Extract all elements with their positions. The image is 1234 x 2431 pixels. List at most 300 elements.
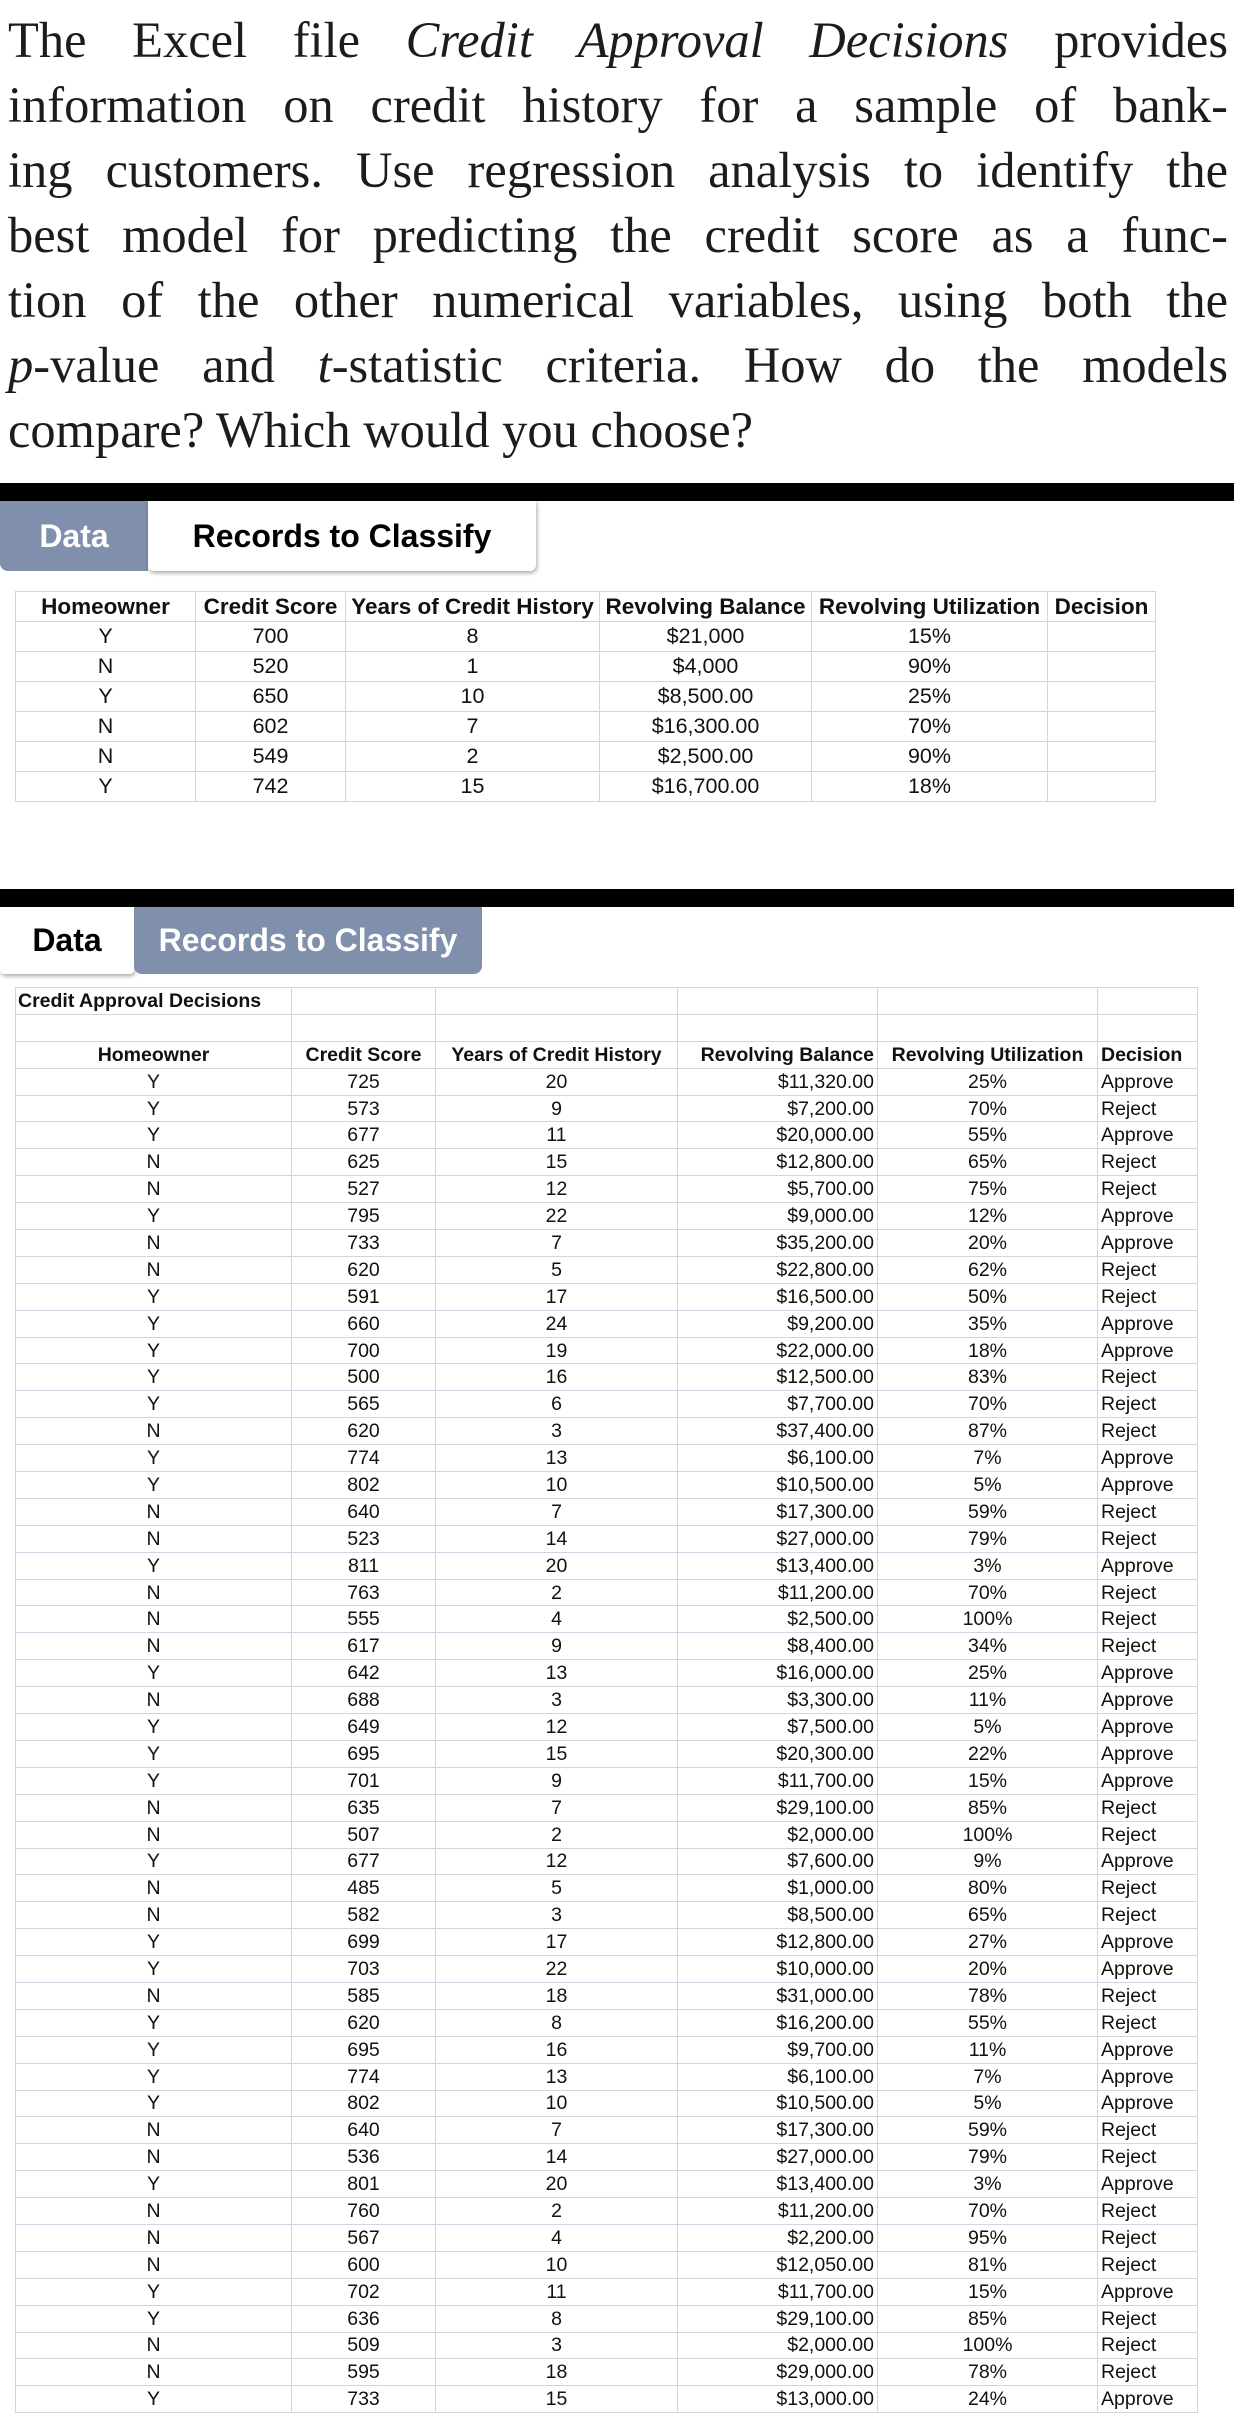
- table-cell[interactable]: Reject: [1098, 1821, 1198, 1848]
- table-cell[interactable]: Y: [16, 1740, 292, 1767]
- table-cell[interactable]: 78%: [878, 2359, 1098, 2386]
- table-cell[interactable]: $17,300.00: [678, 1498, 878, 1525]
- table-cell[interactable]: 625: [292, 1149, 436, 1176]
- table-cell[interactable]: 65%: [878, 1149, 1098, 1176]
- table-cell[interactable]: $12,050.00: [678, 2251, 878, 2278]
- table-cell[interactable]: 536: [292, 2144, 436, 2171]
- table-cell[interactable]: $7,200.00: [678, 1095, 878, 1122]
- table-cell[interactable]: 795: [292, 1203, 436, 1230]
- table-cell[interactable]: Reject: [1098, 2305, 1198, 2332]
- table-cell[interactable]: Reject: [1098, 1606, 1198, 1633]
- table-cell[interactable]: 12: [436, 1176, 678, 1203]
- table-cell[interactable]: 649: [292, 1714, 436, 1741]
- table-cell[interactable]: Reject: [1098, 2117, 1198, 2144]
- table-cell[interactable]: 701: [292, 1767, 436, 1794]
- table-cell[interactable]: $16,700.00: [600, 772, 812, 802]
- table-cell[interactable]: N: [16, 2359, 292, 2386]
- table-cell[interactable]: 7: [436, 1230, 678, 1257]
- table-cell[interactable]: Y: [16, 1848, 292, 1875]
- table-cell[interactable]: 17: [436, 1283, 678, 1310]
- table-cell[interactable]: N: [16, 1579, 292, 1606]
- table-cell[interactable]: Y: [16, 1445, 292, 1472]
- table-cell[interactable]: 80%: [878, 1875, 1098, 1902]
- table-cell[interactable]: Reject: [1098, 1176, 1198, 1203]
- table-cell[interactable]: $29,000.00: [678, 2359, 878, 2386]
- table-cell[interactable]: 7%: [878, 1445, 1098, 1472]
- table-cell[interactable]: 13: [436, 1445, 678, 1472]
- table-cell[interactable]: 555: [292, 1606, 436, 1633]
- table-cell[interactable]: 3: [436, 2332, 678, 2359]
- table-cell[interactable]: $22,000.00: [678, 1337, 878, 1364]
- table-cell[interactable]: Approve: [1098, 1472, 1198, 1499]
- table-cell[interactable]: N: [16, 1875, 292, 1902]
- table-cell[interactable]: 11: [436, 1122, 678, 1149]
- table-cell[interactable]: $6,100.00: [678, 2063, 878, 2090]
- table-cell[interactable]: Y: [16, 1337, 292, 1364]
- table-cell[interactable]: Approve: [1098, 1203, 1198, 1230]
- table-cell[interactable]: 573: [292, 1095, 436, 1122]
- table-cell[interactable]: [678, 988, 878, 1015]
- table-cell[interactable]: Approve: [1098, 1929, 1198, 1956]
- table-cell[interactable]: 90%: [812, 742, 1048, 772]
- table-cell[interactable]: Y: [16, 1203, 292, 1230]
- table-cell[interactable]: Y: [16, 2090, 292, 2117]
- table-cell[interactable]: 27%: [878, 1929, 1098, 1956]
- table-cell[interactable]: 3: [436, 1418, 678, 1445]
- table-cell[interactable]: 742: [196, 772, 346, 802]
- table-cell[interactable]: N: [16, 1633, 292, 1660]
- table-cell[interactable]: 19: [436, 1337, 678, 1364]
- table-cell[interactable]: Y: [16, 622, 196, 652]
- table-cell[interactable]: Approve: [1098, 1848, 1198, 1875]
- table-cell[interactable]: 774: [292, 2063, 436, 2090]
- table-cell[interactable]: $17,300.00: [678, 2117, 878, 2144]
- table-cell[interactable]: 5%: [878, 1714, 1098, 1741]
- table-cell[interactable]: Approve: [1098, 1660, 1198, 1687]
- table-cell[interactable]: 20: [436, 2171, 678, 2198]
- table-cell[interactable]: $20,300.00: [678, 1740, 878, 1767]
- table-cell[interactable]: Y: [16, 2278, 292, 2305]
- table-cell[interactable]: Reject: [1098, 1256, 1198, 1283]
- table-cell[interactable]: [1098, 988, 1198, 1015]
- table-cell[interactable]: [878, 1014, 1098, 1041]
- table-cell[interactable]: 50%: [878, 1283, 1098, 1310]
- table-cell[interactable]: Reject: [1098, 1794, 1198, 1821]
- table-cell[interactable]: 660: [292, 1310, 436, 1337]
- table-cell[interactable]: 565: [292, 1391, 436, 1418]
- table-cell[interactable]: 3%: [878, 2171, 1098, 2198]
- table-cell[interactable]: N: [16, 712, 196, 742]
- table-cell[interactable]: Reject: [1098, 1418, 1198, 1445]
- table-cell[interactable]: Reject: [1098, 1149, 1198, 1176]
- table-cell[interactable]: $2,200.00: [678, 2224, 878, 2251]
- table-cell[interactable]: $11,200.00: [678, 1579, 878, 1606]
- table-cell[interactable]: 15: [436, 2386, 678, 2413]
- table-cell[interactable]: 22: [436, 1203, 678, 1230]
- table-cell[interactable]: N: [16, 1687, 292, 1714]
- table-cell[interactable]: 65%: [878, 1902, 1098, 1929]
- table-cell[interactable]: Y: [16, 1283, 292, 1310]
- table-cell[interactable]: Reject: [1098, 2224, 1198, 2251]
- table-cell[interactable]: Reject: [1098, 1525, 1198, 1552]
- table-cell[interactable]: Approve: [1098, 1740, 1198, 1767]
- table-cell[interactable]: 35%: [878, 1310, 1098, 1337]
- table-cell[interactable]: 585: [292, 1982, 436, 2009]
- table-cell[interactable]: 620: [292, 1256, 436, 1283]
- table-cell[interactable]: Y: [16, 1122, 292, 1149]
- table-cell[interactable]: $11,700.00: [678, 2278, 878, 2305]
- table-cell[interactable]: N: [16, 2144, 292, 2171]
- table-cell[interactable]: 7%: [878, 2063, 1098, 2090]
- table-cell[interactable]: 688: [292, 1687, 436, 1714]
- table-cell[interactable]: 18%: [878, 1337, 1098, 1364]
- table-cell[interactable]: N: [16, 1525, 292, 1552]
- table-cell[interactable]: Y: [16, 1929, 292, 1956]
- table-cell[interactable]: 520: [196, 652, 346, 682]
- table-cell[interactable]: 567: [292, 2224, 436, 2251]
- table-cell[interactable]: 677: [292, 1848, 436, 1875]
- table-cell[interactable]: 12: [436, 1848, 678, 1875]
- table-cell[interactable]: N: [16, 1176, 292, 1203]
- table-cell[interactable]: N: [16, 1149, 292, 1176]
- table-cell[interactable]: Approve: [1098, 1445, 1198, 1472]
- table-cell[interactable]: Y: [16, 2036, 292, 2063]
- table-cell[interactable]: 7: [436, 1794, 678, 1821]
- table-cell[interactable]: 700: [292, 1337, 436, 1364]
- table-cell[interactable]: N: [16, 1606, 292, 1633]
- table-cell[interactable]: $4,000: [600, 652, 812, 682]
- table-cell[interactable]: 642: [292, 1660, 436, 1687]
- table-cell[interactable]: 595: [292, 2359, 436, 2386]
- table-cell[interactable]: 640: [292, 2117, 436, 2144]
- table-cell[interactable]: Y: [16, 2386, 292, 2413]
- table-cell[interactable]: [292, 988, 436, 1015]
- table-cell[interactable]: 85%: [878, 2305, 1098, 2332]
- table-cell[interactable]: 7: [436, 2117, 678, 2144]
- table-cell[interactable]: $27,000.00: [678, 1525, 878, 1552]
- table-cell[interactable]: 22%: [878, 1740, 1098, 1767]
- table-cell[interactable]: N: [16, 2251, 292, 2278]
- table-cell[interactable]: [292, 1014, 436, 1041]
- table-cell[interactable]: 100%: [878, 2332, 1098, 2359]
- table-cell[interactable]: 602: [196, 712, 346, 742]
- table-cell[interactable]: N: [16, 2332, 292, 2359]
- table-cell[interactable]: [436, 988, 678, 1015]
- table-cell[interactable]: 14: [436, 2144, 678, 2171]
- table-cell[interactable]: 20: [436, 1068, 678, 1095]
- table-cell[interactable]: $6,100.00: [678, 1445, 878, 1472]
- table-cell[interactable]: N: [16, 1230, 292, 1257]
- table-cell[interactable]: Reject: [1098, 1902, 1198, 1929]
- table-cell[interactable]: 20%: [878, 1956, 1098, 1983]
- table-cell[interactable]: $20,000.00: [678, 1122, 878, 1149]
- table-cell[interactable]: 34%: [878, 1633, 1098, 1660]
- table-cell[interactable]: N: [16, 1256, 292, 1283]
- table-cell[interactable]: N: [16, 652, 196, 682]
- table-cell[interactable]: Reject: [1098, 1364, 1198, 1391]
- table-cell[interactable]: N: [16, 1418, 292, 1445]
- table-cell[interactable]: Approve: [1098, 1956, 1198, 1983]
- table-cell[interactable]: [1098, 1014, 1198, 1041]
- table-cell[interactable]: 25%: [812, 682, 1048, 712]
- table-cell[interactable]: 79%: [878, 1525, 1098, 1552]
- table-cell[interactable]: Y: [16, 2305, 292, 2332]
- table-cell[interactable]: $1,000.00: [678, 1875, 878, 1902]
- table-cell[interactable]: Approve: [1098, 2063, 1198, 2090]
- table-cell[interactable]: $35,200.00: [678, 1230, 878, 1257]
- table-cell[interactable]: 25%: [878, 1660, 1098, 1687]
- table-cell[interactable]: 703: [292, 1956, 436, 1983]
- table-cell[interactable]: 527: [292, 1176, 436, 1203]
- table-cell[interactable]: 2: [436, 1579, 678, 1606]
- table-cell[interactable]: 700: [196, 622, 346, 652]
- table-cell[interactable]: 509: [292, 2332, 436, 2359]
- table-cell[interactable]: 10: [436, 2090, 678, 2117]
- table-cell[interactable]: $21,000: [600, 622, 812, 652]
- table-cell[interactable]: 90%: [812, 652, 1048, 682]
- table-cell[interactable]: 83%: [878, 1364, 1098, 1391]
- table-cell[interactable]: Y: [16, 1068, 292, 1095]
- table-cell[interactable]: $9,200.00: [678, 1310, 878, 1337]
- table-cell[interactable]: 802: [292, 1472, 436, 1499]
- table-cell[interactable]: N: [16, 1902, 292, 1929]
- table-cell[interactable]: 733: [292, 1230, 436, 1257]
- table-cell[interactable]: Reject: [1098, 1095, 1198, 1122]
- table-cell[interactable]: 15%: [878, 1767, 1098, 1794]
- table-cell[interactable]: $22,800.00: [678, 1256, 878, 1283]
- table-cell[interactable]: Reject: [1098, 2251, 1198, 2278]
- table-cell[interactable]: $12,800.00: [678, 1929, 878, 1956]
- table-cell[interactable]: Reject: [1098, 1283, 1198, 1310]
- table-cell[interactable]: 2: [346, 742, 600, 772]
- table-cell[interactable]: 485: [292, 1875, 436, 1902]
- table-cell[interactable]: 20: [436, 1552, 678, 1579]
- table-cell[interactable]: $16,200.00: [678, 2009, 878, 2036]
- table-cell[interactable]: $13,400.00: [678, 1552, 878, 1579]
- table-cell[interactable]: 591: [292, 1283, 436, 1310]
- table-cell[interactable]: $5,700.00: [678, 1176, 878, 1203]
- table-title[interactable]: Credit Approval Decisions: [16, 988, 292, 1015]
- table-cell[interactable]: Y: [16, 1391, 292, 1418]
- tab-records-to-classify[interactable]: Records to Classify: [148, 501, 536, 571]
- table-cell[interactable]: Y: [16, 1552, 292, 1579]
- table-cell[interactable]: 802: [292, 2090, 436, 2117]
- table-cell[interactable]: [1048, 712, 1156, 742]
- table-cell[interactable]: 760: [292, 2198, 436, 2225]
- table-cell[interactable]: 2: [436, 1821, 678, 1848]
- table-cell[interactable]: 636: [292, 2305, 436, 2332]
- table-cell[interactable]: 763: [292, 1579, 436, 1606]
- table-cell[interactable]: $7,700.00: [678, 1391, 878, 1418]
- table-cell[interactable]: Approve: [1098, 2171, 1198, 2198]
- table-cell[interactable]: 17: [436, 1929, 678, 1956]
- table-cell[interactable]: 8: [436, 2305, 678, 2332]
- table-cell[interactable]: 9%: [878, 1848, 1098, 1875]
- table-cell[interactable]: 620: [292, 2009, 436, 2036]
- table-cell[interactable]: $8,500.00: [678, 1902, 878, 1929]
- table-cell[interactable]: [1048, 652, 1156, 682]
- table-cell[interactable]: 12: [436, 1714, 678, 1741]
- table-cell[interactable]: 620: [292, 1418, 436, 1445]
- table-cell[interactable]: 79%: [878, 2144, 1098, 2171]
- table-cell[interactable]: Approve: [1098, 1122, 1198, 1149]
- table-cell[interactable]: 1: [346, 652, 600, 682]
- table-cell[interactable]: 18: [436, 1982, 678, 2009]
- table-cell[interactable]: Y: [16, 1310, 292, 1337]
- table-cell[interactable]: $16,000.00: [678, 1660, 878, 1687]
- table-cell[interactable]: Y: [16, 772, 196, 802]
- table-cell[interactable]: $3,300.00: [678, 1687, 878, 1714]
- table-cell[interactable]: 500: [292, 1364, 436, 1391]
- table-cell[interactable]: Approve: [1098, 2036, 1198, 2063]
- table-cell[interactable]: 78%: [878, 1982, 1098, 2009]
- table-cell[interactable]: 55%: [878, 2009, 1098, 2036]
- table-cell[interactable]: [436, 1014, 678, 1041]
- table-cell[interactable]: [1048, 772, 1156, 802]
- table-cell[interactable]: Approve: [1098, 1068, 1198, 1095]
- table-cell[interactable]: 523: [292, 1525, 436, 1552]
- table-cell[interactable]: Approve: [1098, 1310, 1198, 1337]
- table-cell[interactable]: Reject: [1098, 1633, 1198, 1660]
- table-cell[interactable]: 801: [292, 2171, 436, 2198]
- table-cell[interactable]: $12,800.00: [678, 1149, 878, 1176]
- table-cell[interactable]: 4: [436, 2224, 678, 2251]
- table-cell[interactable]: Approve: [1098, 1552, 1198, 1579]
- table-cell[interactable]: 70%: [812, 712, 1048, 742]
- table-cell[interactable]: Reject: [1098, 2009, 1198, 2036]
- table-cell[interactable]: 16: [436, 2036, 678, 2063]
- table-cell[interactable]: 95%: [878, 2224, 1098, 2251]
- table-cell[interactable]: 70%: [878, 2198, 1098, 2225]
- table-cell[interactable]: Y: [16, 2171, 292, 2198]
- table-cell[interactable]: 695: [292, 1740, 436, 1767]
- table-cell[interactable]: Approve: [1098, 2278, 1198, 2305]
- table-cell[interactable]: 13: [436, 2063, 678, 2090]
- tab-records-to-classify[interactable]: Records to Classify: [134, 907, 482, 974]
- table-cell[interactable]: $12,500.00: [678, 1364, 878, 1391]
- table-cell[interactable]: Approve: [1098, 2090, 1198, 2117]
- table-cell[interactable]: 24: [436, 1310, 678, 1337]
- table-cell[interactable]: $7,500.00: [678, 1714, 878, 1741]
- table-cell[interactable]: 549: [196, 742, 346, 772]
- table-cell[interactable]: Reject: [1098, 1391, 1198, 1418]
- table-cell[interactable]: 55%: [878, 1122, 1098, 1149]
- table-cell[interactable]: 25%: [878, 1068, 1098, 1095]
- table-cell[interactable]: $7,600.00: [678, 1848, 878, 1875]
- table-cell[interactable]: 100%: [878, 1606, 1098, 1633]
- table-cell[interactable]: $31,000.00: [678, 1982, 878, 2009]
- table-cell[interactable]: 725: [292, 1068, 436, 1095]
- tab-data[interactable]: Data: [0, 501, 148, 571]
- table-cell[interactable]: Y: [16, 1767, 292, 1794]
- table-cell[interactable]: $27,000.00: [678, 2144, 878, 2171]
- table-cell[interactable]: $13,000.00: [678, 2386, 878, 2413]
- table-cell[interactable]: N: [16, 1794, 292, 1821]
- table-cell[interactable]: $16,300.00: [600, 712, 812, 742]
- table-cell[interactable]: Reject: [1098, 1498, 1198, 1525]
- table-cell[interactable]: 12%: [878, 1203, 1098, 1230]
- table-cell[interactable]: 75%: [878, 1176, 1098, 1203]
- table-cell[interactable]: Y: [16, 2009, 292, 2036]
- table-cell[interactable]: Y: [16, 1956, 292, 1983]
- table-cell[interactable]: $9,000.00: [678, 1203, 878, 1230]
- table-cell[interactable]: $11,700.00: [678, 1767, 878, 1794]
- table-cell[interactable]: 3: [436, 1902, 678, 1929]
- table-cell[interactable]: [16, 1014, 292, 1041]
- table-cell[interactable]: 11: [436, 2278, 678, 2305]
- table-cell[interactable]: 7: [436, 1498, 678, 1525]
- table-cell[interactable]: 5%: [878, 1472, 1098, 1499]
- table-cell[interactable]: Y: [16, 2063, 292, 2090]
- table-cell[interactable]: N: [16, 2117, 292, 2144]
- table-cell[interactable]: 20%: [878, 1230, 1098, 1257]
- table-cell[interactable]: Reject: [1098, 2144, 1198, 2171]
- table-cell[interactable]: $37,400.00: [678, 1418, 878, 1445]
- table-cell[interactable]: 507: [292, 1821, 436, 1848]
- table-cell[interactable]: 5%: [878, 2090, 1098, 2117]
- table-cell[interactable]: 677: [292, 1122, 436, 1149]
- table-cell[interactable]: 640: [292, 1498, 436, 1525]
- table-cell[interactable]: $11,320.00: [678, 1068, 878, 1095]
- table-cell[interactable]: 10: [346, 682, 600, 712]
- table-cell[interactable]: 59%: [878, 2117, 1098, 2144]
- table-cell[interactable]: $13,400.00: [678, 2171, 878, 2198]
- table-cell[interactable]: Approve: [1098, 1337, 1198, 1364]
- table-cell[interactable]: 59%: [878, 1498, 1098, 1525]
- table-cell[interactable]: 70%: [878, 1579, 1098, 1606]
- table-cell[interactable]: 7: [346, 712, 600, 742]
- table-cell[interactable]: Reject: [1098, 1579, 1198, 1606]
- table-cell[interactable]: N: [16, 1498, 292, 1525]
- table-cell[interactable]: 24%: [878, 2386, 1098, 2413]
- table-cell[interactable]: 650: [196, 682, 346, 712]
- table-cell[interactable]: 3: [436, 1687, 678, 1714]
- table-cell[interactable]: 100%: [878, 1821, 1098, 1848]
- table-cell[interactable]: 70%: [878, 1095, 1098, 1122]
- table-cell[interactable]: 695: [292, 2036, 436, 2063]
- table-cell[interactable]: $9,700.00: [678, 2036, 878, 2063]
- table-cell[interactable]: $8,500.00: [600, 682, 812, 712]
- table-cell[interactable]: Approve: [1098, 1767, 1198, 1794]
- table-cell[interactable]: 702: [292, 2278, 436, 2305]
- table-cell[interactable]: 62%: [878, 1256, 1098, 1283]
- table-cell[interactable]: 600: [292, 2251, 436, 2278]
- table-cell[interactable]: Y: [16, 682, 196, 712]
- table-cell[interactable]: [1048, 682, 1156, 712]
- table-cell[interactable]: 16: [436, 1364, 678, 1391]
- table-cell[interactable]: Y: [16, 1364, 292, 1391]
- table-cell[interactable]: 10: [436, 2251, 678, 2278]
- table-cell[interactable]: 9: [436, 1095, 678, 1122]
- table-cell[interactable]: Reject: [1098, 1982, 1198, 2009]
- table-cell[interactable]: $8,400.00: [678, 1633, 878, 1660]
- table-cell[interactable]: 15%: [812, 622, 1048, 652]
- table-cell[interactable]: 733: [292, 2386, 436, 2413]
- table-cell[interactable]: Reject: [1098, 2332, 1198, 2359]
- table-cell[interactable]: 582: [292, 1902, 436, 1929]
- table-cell[interactable]: [678, 1014, 878, 1041]
- table-cell[interactable]: 18%: [812, 772, 1048, 802]
- table-cell[interactable]: 635: [292, 1794, 436, 1821]
- table-cell[interactable]: Reject: [1098, 2359, 1198, 2386]
- table-cell[interactable]: 811: [292, 1552, 436, 1579]
- table-cell[interactable]: N: [16, 2198, 292, 2225]
- table-cell[interactable]: 6: [436, 1391, 678, 1418]
- table-cell[interactable]: 81%: [878, 2251, 1098, 2278]
- table-cell[interactable]: $2,000.00: [678, 2332, 878, 2359]
- table-cell[interactable]: 22: [436, 1956, 678, 1983]
- table-cell[interactable]: 617: [292, 1633, 436, 1660]
